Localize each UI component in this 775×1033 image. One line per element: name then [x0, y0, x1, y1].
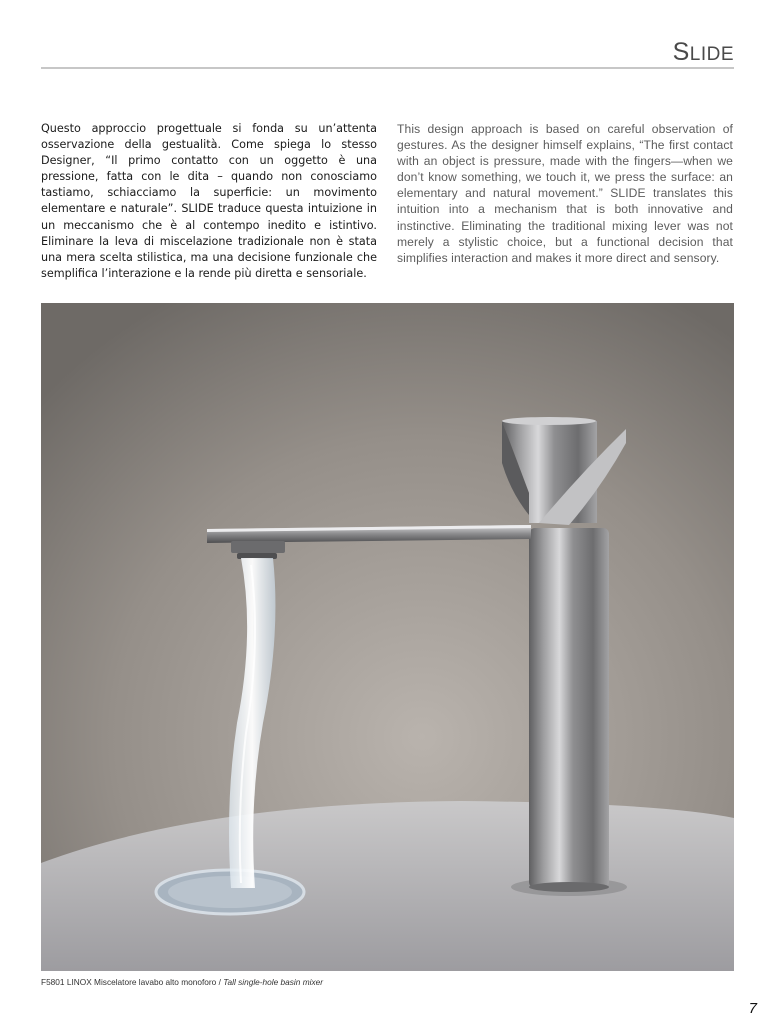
caption-code: F5801 LINOX: [41, 977, 92, 987]
photo-caption: [41, 977, 323, 987]
faucet-illustration: [41, 303, 734, 971]
caption-english: Tall single-hole basin mixer: [223, 977, 323, 987]
page-number: 7: [748, 1000, 757, 1017]
brand-title: SLIDE: [672, 38, 734, 66]
caption-italian: Miscelatore lavabo alto monoforo: [94, 977, 217, 987]
product-photo: [41, 303, 734, 971]
italian-paragraph: Questo approccio progettuale si fonda su un’attenta osservazione della gestualità. Come spiega lo stesso Designer, “Il primo contatto con un oggetto è una pressione, fatta con le dita – quando non conosciamo tastiamo, schiacciamo la superficie: un movimento elementare e naturale”. SLIDE traduce questa intuizione in un meccanismo che è al contempo inedito e istintivo. Eliminare la leva di miscelazione tradizionale non è stata una mera scelta stilistica, ma una decisione funzionale che semplifica l’interazione e la rende più diretta e sensoriale.: [41, 122, 377, 280]
header-rule: [41, 67, 734, 69]
caption-separator: /: [218, 977, 221, 987]
english-paragraph: This design approach is based on careful observation of gestures. As the designer himself explains, “The first contact with an object is pressure, made with the fingers—when we don’t know something, we touch it, we press the surface: an elementary and natural movement.” SLIDE translates this intuition into a mechanism that is both innovative and instinctive. Eliminating the traditional mixing lever was not merely a stylistic choice, but a functional decision that simplifies interaction and makes it more direct and sensory.: [397, 122, 733, 265]
